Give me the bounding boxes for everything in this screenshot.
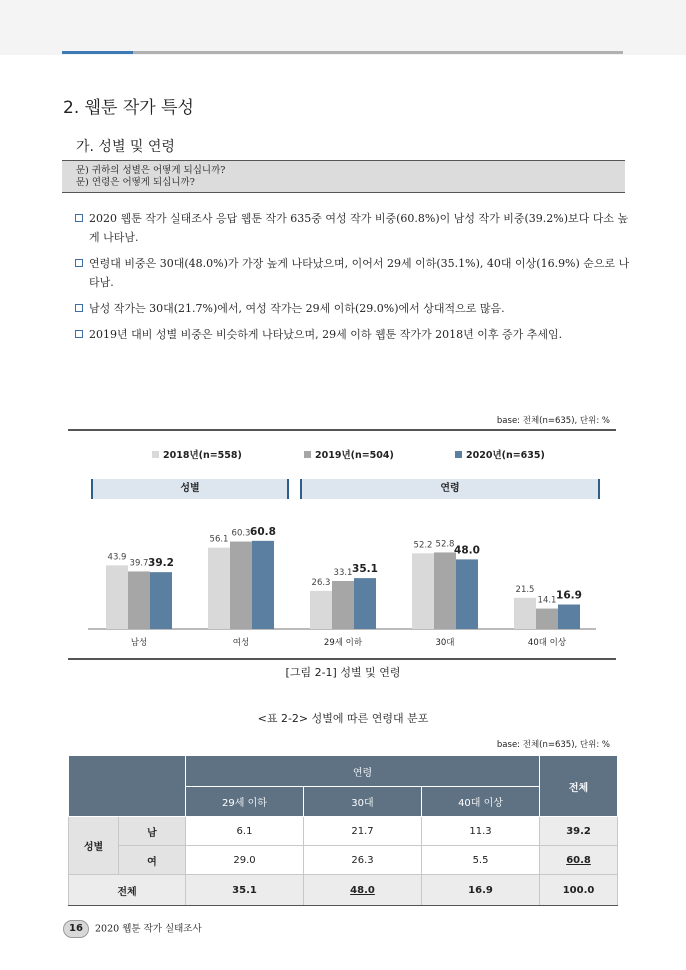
table-cell: 5.5 [422,846,540,875]
bar-1-1 [230,542,252,629]
footer-title: 2020 웹툰 작가 실태조사 [95,923,202,935]
checkbox-square-icon [75,259,83,267]
legend-swatch [304,451,311,458]
header-band [0,0,686,55]
bullet-text: 2020 웹툰 작가 실태조사 응답 웹툰 작가 635중 여성 작가 비중(60.8%)이 남성 작가 비중(39.2%)보다 다소 높게 나타남. [89,212,629,244]
table-cell: 29.0 [186,846,304,875]
table-cell: 6.1 [186,817,304,846]
category-label: 남성 [130,638,148,648]
checkbox-square-icon [75,214,83,222]
bar-value-label: 39.2 [148,557,174,570]
bar-0-2 [150,572,172,629]
category-label: 29세 이하 [323,638,363,648]
question-box [62,160,625,193]
bar-1-2 [252,541,274,629]
bar-value-label: 16.9 [556,589,582,602]
table-cell: 16.9 [422,875,540,906]
chart-base-note: base: 전체(n=635), 단위: % [496,416,610,426]
bar-2-2 [354,578,376,629]
header-col-29: 29세 이하 [186,787,304,817]
bar-2-1 [332,581,354,629]
row-label-male: 남 [119,817,186,846]
summary-bullets [75,209,635,351]
figure-caption: [그림 2-1] 성별 및 연령 [285,666,401,679]
legend-label: 2019년(n=504) [315,450,394,461]
bullet-item [75,254,635,292]
checkbox-square-icon [75,304,83,312]
bar-value-label: 52.8 [435,539,455,550]
header-rule [62,51,623,54]
bar-4-0 [514,598,536,629]
bar-3-2 [456,559,478,629]
bullet-text: 2019년 대비 성별 비중은 비슷하게 나타났으며, 29세 이하 웹툰 작가가 2018년 이후 증가 추세임. [89,328,563,341]
subsection-title: 가. 성별 및 연령 [76,139,175,155]
header-total: 전체 [540,756,618,817]
bar-4-1 [536,609,558,629]
group-header-age: 연령 [300,479,600,499]
age-by-gender-table [68,755,618,906]
bar-value-label: 43.9 [107,552,127,563]
bar-3-1 [434,552,456,629]
bar-4-2 [558,604,580,629]
header-age-group: 연령 [186,756,540,787]
table-row [69,846,618,875]
header-col-40plus: 40대 이상 [422,787,540,817]
bar-0-0 [106,565,128,629]
header-rule-accent [62,51,133,54]
bullet-item [75,209,635,247]
bar-value-label: 21.5 [515,584,535,595]
legend-swatch [152,451,159,458]
table-cell: 48.0 [304,875,422,906]
bullet-text: 남성 작가는 30대(21.7%)에서, 여성 작가는 29세 이하(29.0%)에서 상대적으로 많음. [89,302,505,315]
bar-value-label: 39.7 [129,558,149,569]
table-cell: 26.3 [304,846,422,875]
category-label: 40대 이상 [527,638,567,648]
row-label-total: 전체 [69,875,186,906]
bar-3-0 [412,553,434,629]
chart-top-rule [68,429,616,431]
question-age: 문) 연령은 어떻게 되십니까? [76,177,195,188]
legend-label: 2018년(n=558) [163,450,242,461]
category-label: 여성 [232,638,250,648]
bar-value-label: 56.1 [209,534,229,545]
legend-item-2019 [304,447,394,461]
section-title: 2. 웹툰 작가 특성 [63,98,194,118]
table-row [69,817,618,846]
bar-value-label: 26.3 [311,577,331,588]
bar-value-label: 14.1 [537,595,557,606]
bar-value-label: 52.2 [413,540,433,551]
question-gender: 문) 귀하의 성별은 어떻게 되십니까? [76,165,226,176]
bar-1-0 [208,548,230,629]
bullet-item [75,299,635,318]
table-cell: 21.7 [304,817,422,846]
page-number: 16 [63,920,89,938]
row-group-gender: 성별 [69,817,119,875]
bar-chart [68,510,616,655]
row-label-female: 여 [119,846,186,875]
table-base-note: base: 전체(n=635), 단위: % [496,740,610,750]
table-total-row [69,875,618,906]
table-corner [69,756,186,817]
legend-swatch [455,451,462,458]
table-cell: 11.3 [422,817,540,846]
legend-item-2018 [152,447,242,461]
category-label: 30대 [435,638,455,648]
header-col-30s: 30대 [304,787,422,817]
checkbox-square-icon [75,330,83,338]
chart-bottom-rule [68,658,616,660]
table-cell: 35.1 [186,875,304,906]
legend-label: 2020년(n=635) [466,450,545,461]
page-footer [63,920,202,938]
bullet-item [75,325,635,344]
table-caption: <표 2-2> 성별에 따른 연령대 분포 [257,712,429,725]
bar-value-label: 33.1 [333,568,353,579]
bar-2-0 [310,591,332,629]
legend-item-2020 [455,447,545,461]
bar-value-label: 60.8 [250,525,276,538]
bar-value-label: 60.3 [231,528,251,539]
table-cell-total: 100.0 [540,875,618,906]
table-cell-total: 60.8 [540,846,618,875]
group-header-gender: 성별 [91,479,289,499]
bar-0-1 [128,571,150,629]
bullet-text: 연령대 비중은 30대(48.0%)가 가장 높게 나타났으며, 이어서 29세 이하(35.1%), 40대 이상(16.9%) 순으로 나타남. [89,257,630,289]
table-cell-total: 39.2 [540,817,618,846]
bar-value-label: 48.0 [454,544,480,557]
bar-value-label: 35.1 [352,563,378,576]
